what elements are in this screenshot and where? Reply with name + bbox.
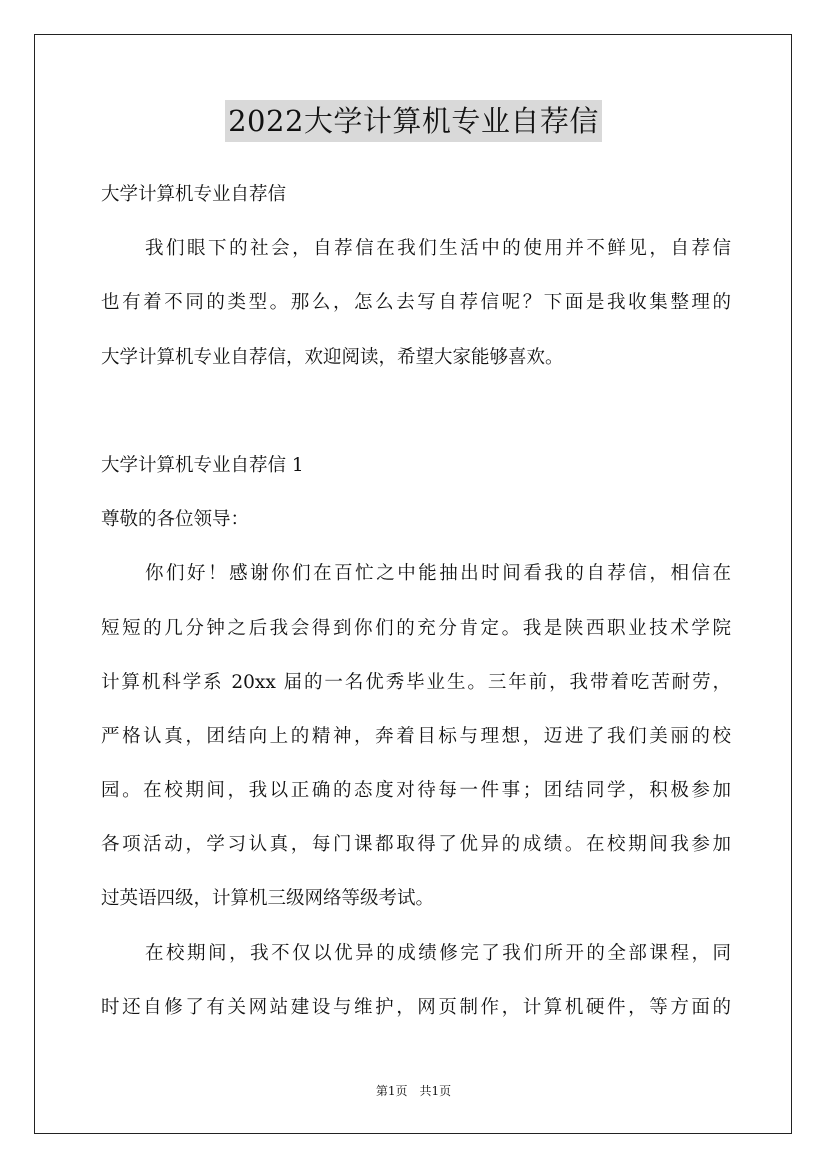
paragraph-line: 各项活动，学习认真，每门课都取得了优异的成绩。在校期间我参加 [101, 834, 731, 856]
intro-line: 我们眼下的社会，自荐信在我们生活中的使用并不鲜见，自荐信 [145, 238, 731, 260]
salutation: 尊敬的各位领导： [101, 509, 250, 531]
intro-line: 大学计算机专业自荐信，欢迎阅读，希望大家能够喜欢。 [101, 346, 564, 368]
paragraph-line: 严格认真，团结向上的精神，奔着目标与理想，迈进了我们美丽的校 [101, 725, 731, 747]
document-body [101, 168, 731, 1035]
title-container [0, 100, 827, 142]
paragraph-line: 过英语四级，计算机三级网络等级考试。 [101, 888, 435, 910]
document-title: 2022大学计算机专业自荐信 [225, 100, 602, 142]
paragraph-line: 在校期间，我不仅以优异的成绩修完了我们所开的全部课程，同 [145, 942, 731, 964]
intro-line: 也有着不同的类型。那么，怎么去写自荐信呢？下面是我收集整理的 [101, 292, 731, 314]
paragraph-line: 时还自修了有关网站建设与维护，网页制作，计算机硬件，等方面的 [101, 996, 731, 1018]
page-number: 第1页 [375, 1084, 408, 1098]
paragraph-line: 计算机科学系 20xx 届的一名优秀毕业生。三年前，我带着吃苦耐劳， [101, 671, 731, 693]
page-footer [0, 1082, 827, 1099]
paragraph-line: 你们好！感谢你们在百忙之中能抽出时间看我的自荐信，相信在 [145, 563, 731, 585]
blank-line [101, 385, 731, 439]
paragraph-line: 园。在校期间，我以正确的态度对待每一件事；团结同学，积极参加 [101, 780, 731, 802]
paragraph-line: 短短的几分钟之后我会得到你们的充分肯定。我是陕西职业技术学院 [101, 617, 731, 639]
page-total: 共1页 [419, 1084, 452, 1098]
section-heading: 大学计算机专业自荐信 1 [101, 454, 304, 476]
document-subtitle: 大学计算机专业自荐信 [101, 184, 287, 205]
